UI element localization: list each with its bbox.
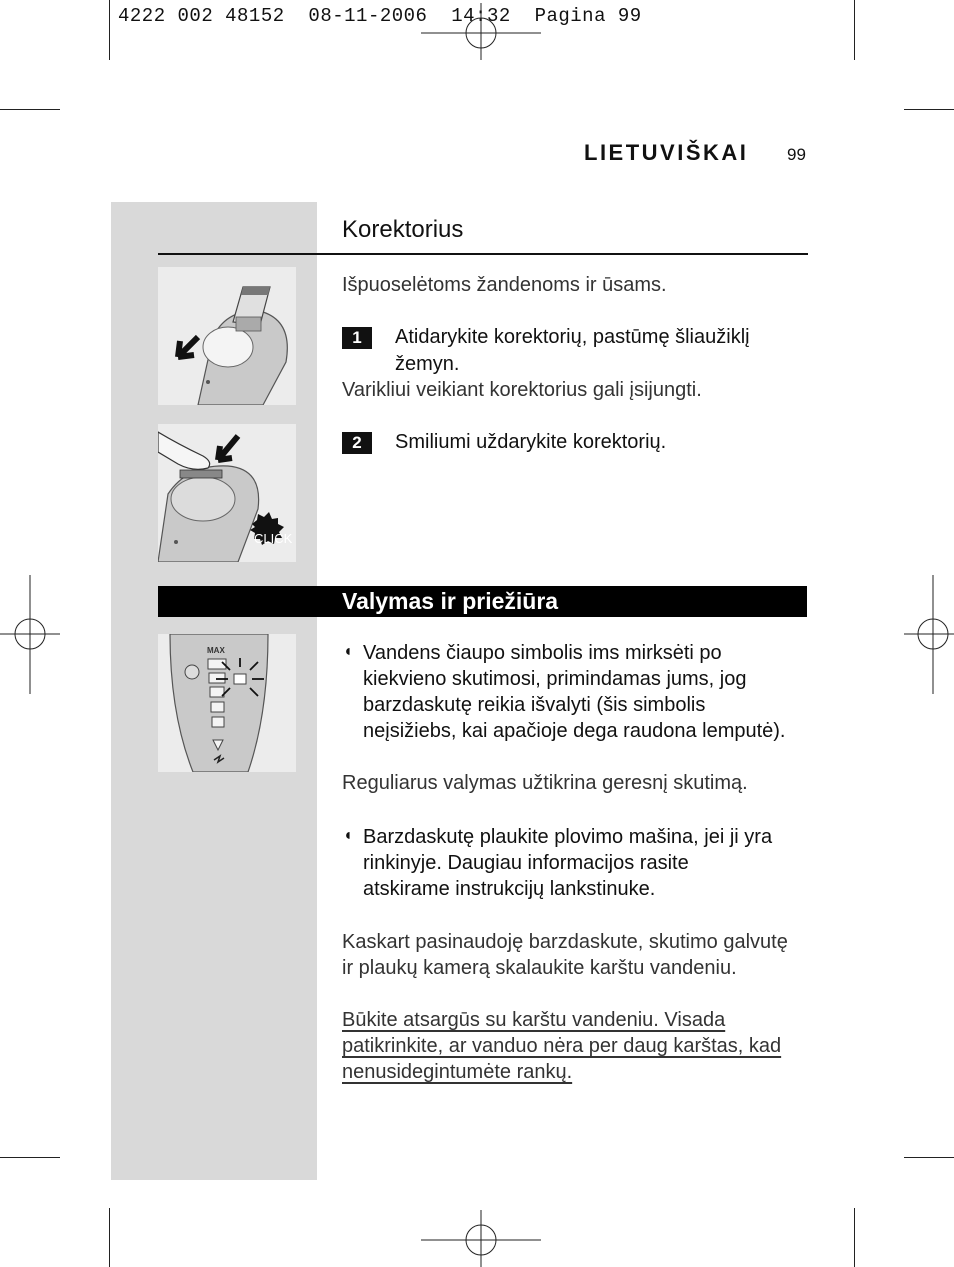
step-1-line-1: Atidarykite korektorių, pastūmę šliaužiklį [395,326,750,348]
bullet-2-line-1: Barzdaskutę plaukite plovimo mašina, jei ji yra [363,826,773,848]
step-1-note: Varikliui veikiant korektorius gali įsijungti. [342,379,702,401]
warning-line-1: Būkite atsargūs su karštu vandeniu. Visada [342,1009,726,1031]
step-1-line-2: žemyn. [395,353,460,375]
page-number: 99 [787,145,806,164]
bullet-icon: ◖ [343,643,353,660]
bullet-1-line-2: kiekvieno skutimosi, primindamas jums, jog [363,668,747,690]
cleaning-paragraph: Reguliarus valymas užtikrina geresnį skutimą. [342,772,748,794]
step-number-2: 2 [342,432,372,454]
max-label: MAX [207,646,225,655]
indicator-panel-illustration [158,634,296,772]
language-header: LIETUVIŠKAI [584,140,749,165]
bullet-icon: ◖ [343,827,353,844]
section-rule [158,253,808,255]
bullet-2-line-2: rinkinyje. Daugiau informacijos rasite [363,852,689,874]
section-title-valymas: Valymas ir priežiūra [342,588,559,614]
intro-text: Išpuoselėtoms žandenoms ir ūsams. [342,274,667,296]
click-label: CLICK [254,531,293,546]
warning-line-3: nenusidegintumėte rankų. [342,1061,573,1083]
print-slug: 4222 002 48152 08-11-2006 14:32 Pagina 99 [118,5,642,27]
bullet-2-line-3: atskirame instrukcijų lankstinuke. [363,878,656,900]
rinse-line-1: Kaskart pasinaudoję barzdaskute, skutimo galvutę [342,931,788,953]
rinse-line-2: ir plaukų kamerą skalaukite karštu vandeniu. [342,957,737,979]
step-2-text: Smiliumi uždarykite korektorių. [395,431,667,453]
section-title-korektorius: Korektorius [342,216,464,243]
warning-line-2: patikrinkite, ar vanduo nėra per daug karštas, kad [342,1035,782,1057]
trimmer-open-illustration [158,267,296,405]
step-number-1: 1 [342,327,372,349]
bullet-1-line-4: neįsižiebs, kai apačioje dega raudona lemputė). [363,720,786,742]
bullet-1-line-1: Vandens čiaupo simbolis ims mirksėti po [363,642,722,664]
trimmer-close-illustration [158,424,296,562]
bullet-1-line-3: barzdaskutę reikia išvalyti (šis simbolis [363,694,706,716]
